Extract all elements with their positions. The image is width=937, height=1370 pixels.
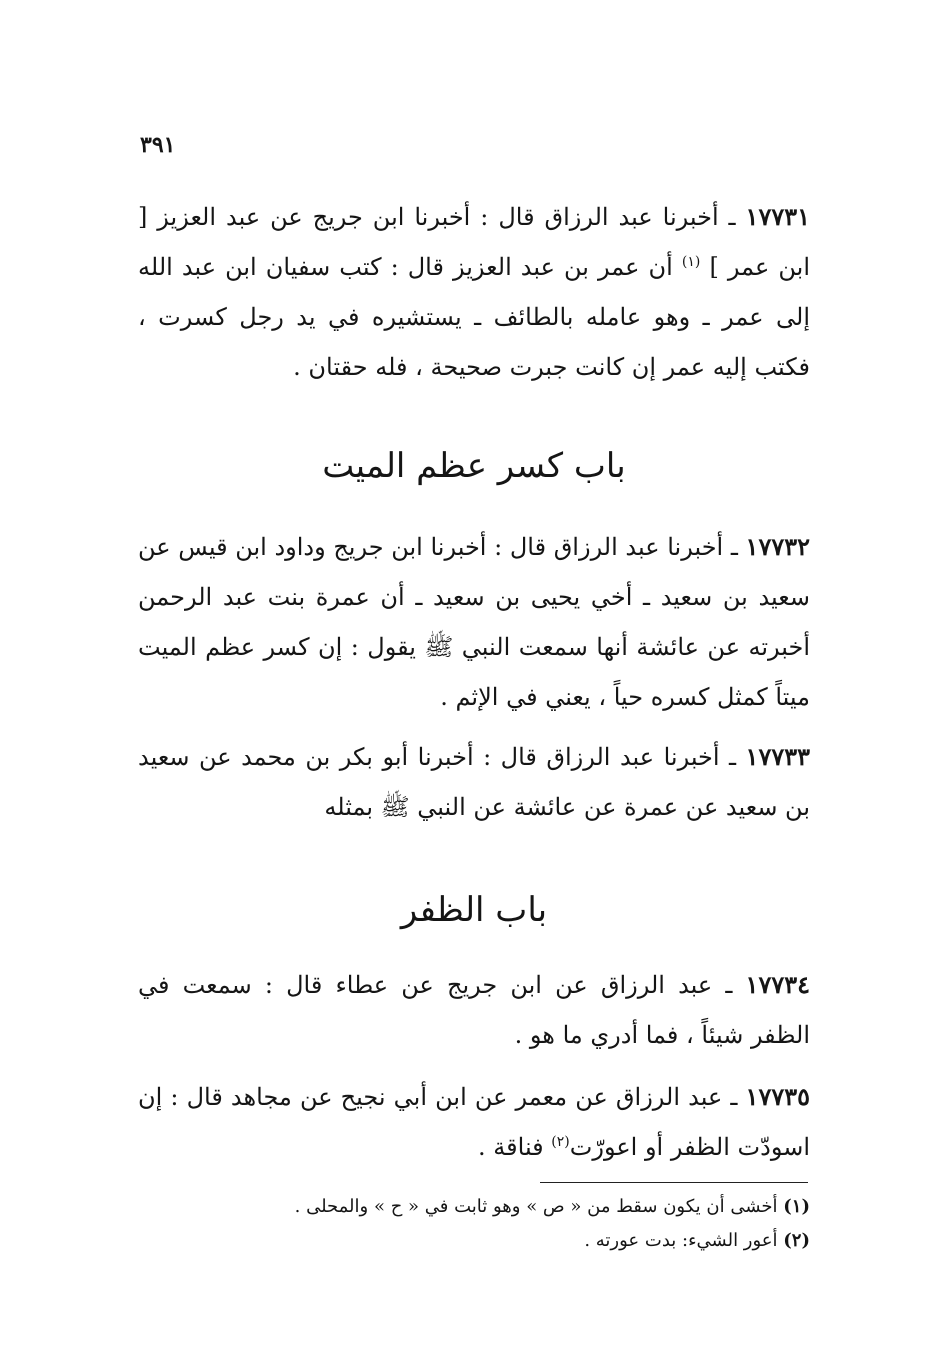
footnote-item <box>138 1190 810 1224</box>
footnote-rule <box>540 1182 808 1183</box>
footnotes <box>138 1190 810 1258</box>
paragraph-text: أن عمر بن عبد العزيز قال : كتب سفيان ابن عبد الله إلى عمر ـ وهو عامله بالطائف ـ يستشيره في يد رجل كسرت ، فكتب إليه عمر إن كانت جبرت صحيحة ، فله حقتان . <box>138 253 810 381</box>
footnote-number: (١) <box>783 1196 810 1217</box>
footnote-text: أعور الشيء: بدت عورته . <box>584 1230 784 1251</box>
footnote-ref: (١) <box>681 254 701 270</box>
paragraph-text: ـ أخبرنا عبد الرزاق قال : أخبرنا ابن جريج وداود ابن قيس عن سعيد بن سعيد ـ أخي يحيى بن سعيد ـ أن عمرة بنت عبد الرحمن أخبرته عن عائشة أنها سمعت النبي ﷺ يقول : إن كسر عظم الميت ميتاً كمثل كسره حياً ، يعني في الإثم . <box>138 533 810 711</box>
hadith-number: ١٧٧٣٢ <box>745 532 810 561</box>
section-heading: باب كسر عظم الميت <box>322 446 626 486</box>
paragraph-17732 <box>138 522 810 722</box>
paragraph-17733 <box>138 732 810 832</box>
footnote-text: أخشى أن يكون سقط من « ص » وهو ثابت في « ح » والمحلى . <box>294 1196 784 1217</box>
paragraph-text: فناقة . <box>478 1133 552 1161</box>
paragraph-17734 <box>138 960 810 1060</box>
footnote-ref: (٢) <box>551 1134 570 1150</box>
paragraph-text: ـ أخبرنا عبد الرزاق قال : أخبرنا ابن جريج عن عبد العزيز [ ابن عمر ] <box>138 203 810 281</box>
footnote-number: (٢) <box>783 1230 810 1251</box>
paragraph-text: ـ أخبرنا عبد الرزاق قال : أخبرنا أبو بكر بن محمد عن سعيد بن سعيد عن عمرة عن عائشة عن النبي ﷺ بمثله <box>138 743 810 821</box>
paragraph-17731 <box>138 192 810 392</box>
paragraph-text: ـ عبد الرزاق عن ابن جريج عن عطاء قال : سمعت في الظفر شيئاً ، فما أدري ما هو . <box>138 971 810 1049</box>
hadith-number: ١٧٧٣٥ <box>745 1082 810 1111</box>
paragraph-text: ـ عبد الرزاق عن معمر عن ابن أبي نجيح عن مجاهد قال : إن اسودّت الظفر أو اعورّت <box>138 1083 810 1161</box>
hadith-number: ١٧٧٣١ <box>745 202 810 231</box>
hadith-number: ١٧٧٣٣ <box>745 742 810 771</box>
hadith-number: ١٧٧٣٤ <box>745 970 810 999</box>
paragraph-17735 <box>138 1072 810 1172</box>
section-heading: باب الظفر <box>400 890 548 930</box>
page-number: ٣٩١ <box>140 132 176 158</box>
footnote-item <box>138 1224 810 1258</box>
